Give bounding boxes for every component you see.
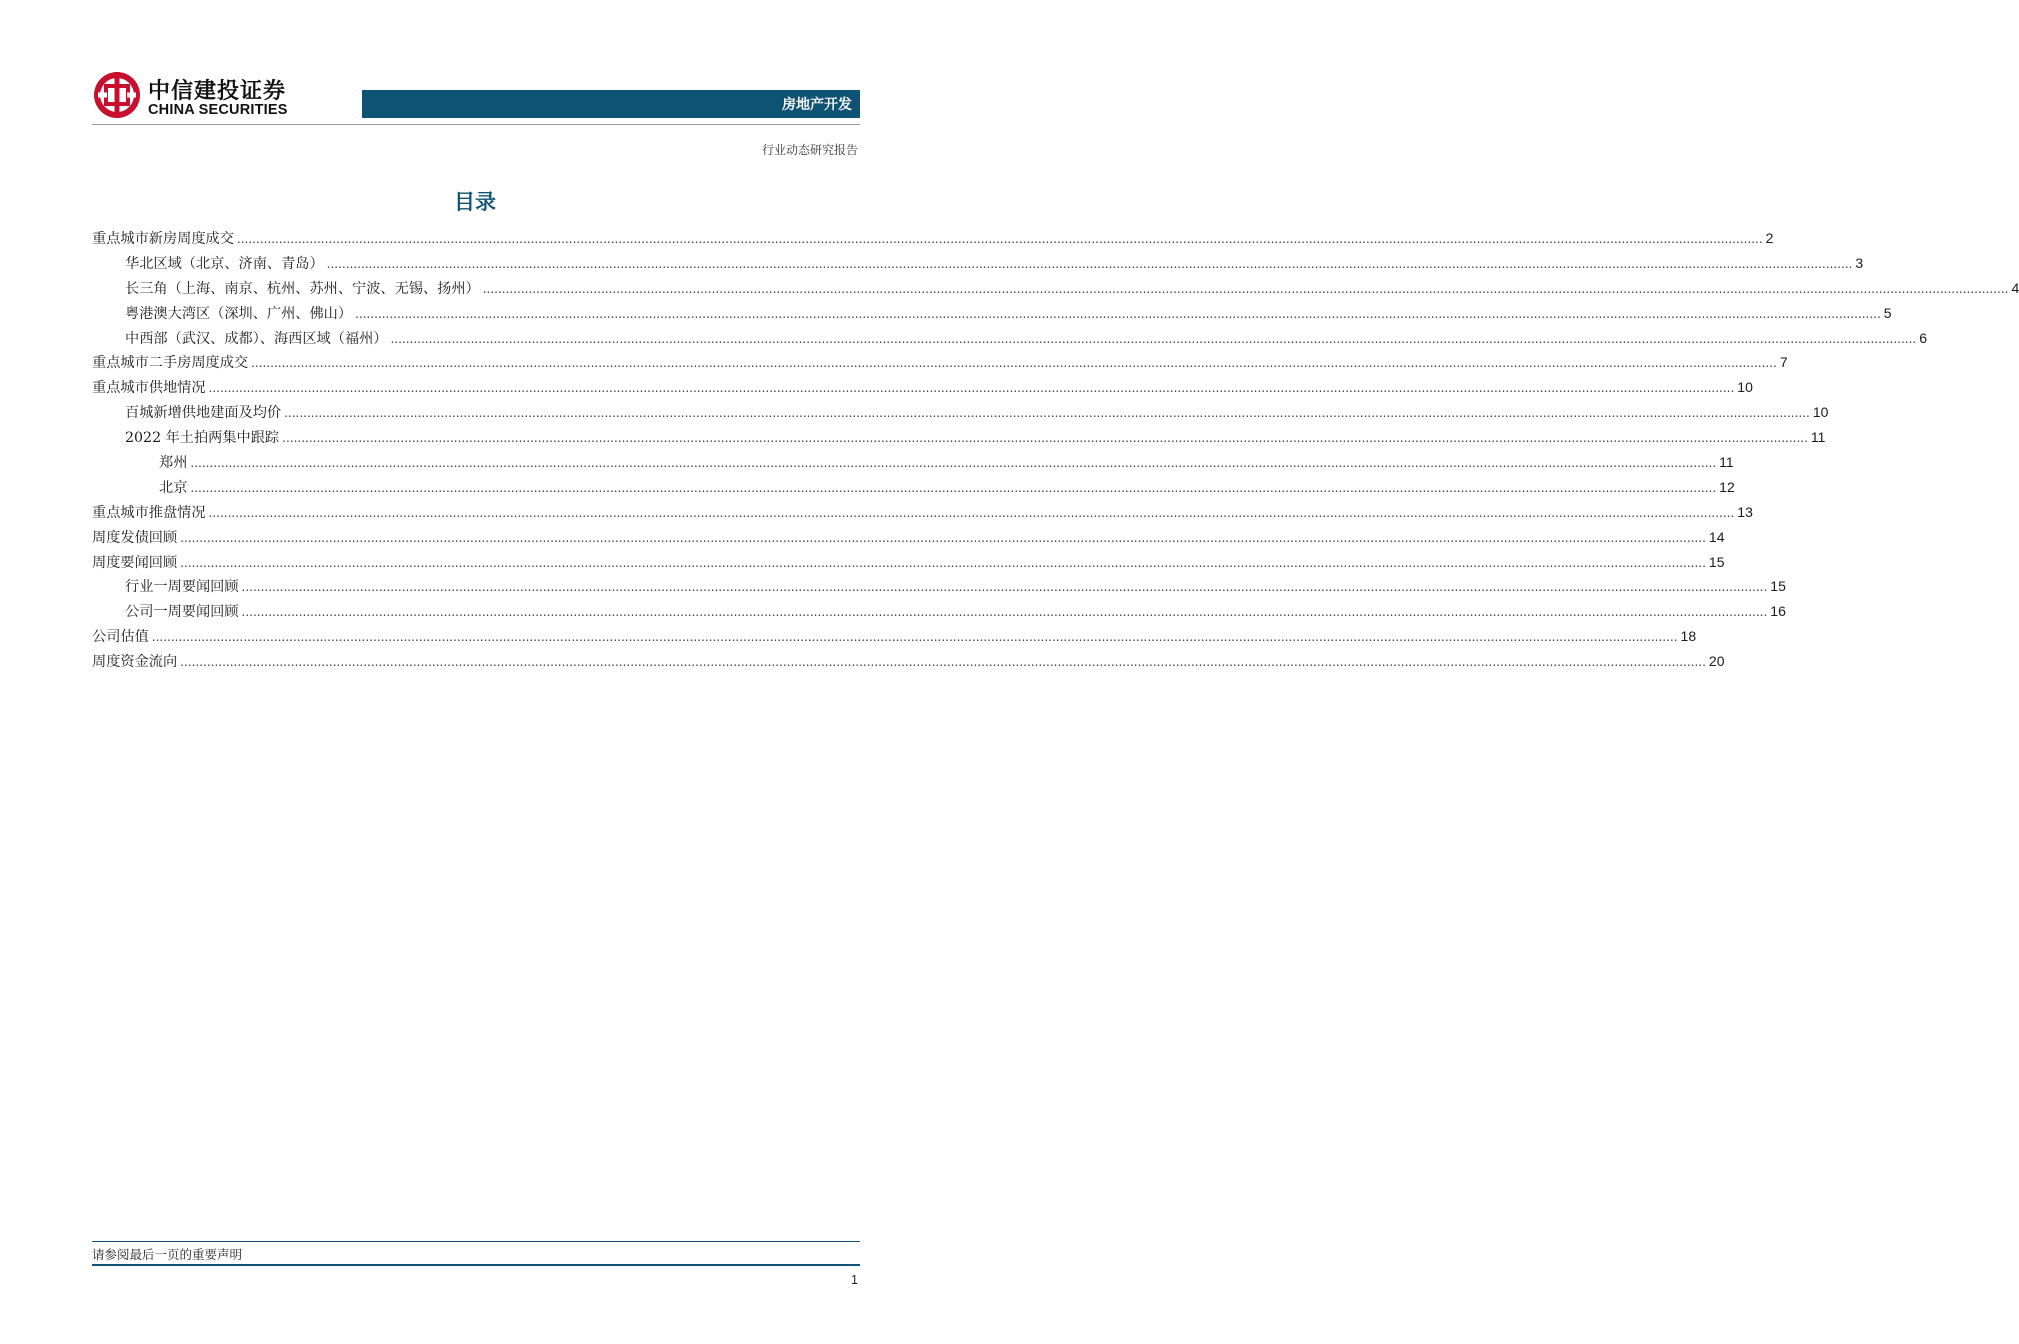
- toc-leader-dots: ................................................................................................................................................................................................................................................................................................................................................................................................................: [236, 232, 1763, 246]
- toc-entry[interactable]: [92, 649, 1725, 674]
- toc-leader-dots: ................................................................................................................................................................................................................................................................................................................................................................................................................: [180, 530, 1706, 545]
- header-divider: [92, 124, 860, 125]
- toc-entry[interactable]: [92, 450, 1734, 475]
- toc-entry-page: 15: [1708, 553, 1725, 570]
- toc-entry[interactable]: [92, 574, 1786, 599]
- toc-entry-page: 11: [1810, 429, 1826, 446]
- toc-entry-page: 12: [1719, 478, 1735, 495]
- footer-divider-top: [92, 1241, 860, 1242]
- toc-leader-dots: ................................................................................................................................................................................................................................................................................................................................................................................................................: [208, 381, 1735, 396]
- toc-entry-page: 20: [1708, 653, 1725, 670]
- toc-entry-page: 6: [1919, 329, 1928, 346]
- toc-entry-text: 2022 年土拍两集中跟踪: [125, 430, 280, 447]
- toc-entry-page: 15: [1770, 578, 1786, 595]
- toc-entry-text: 粤港澳大湾区（深圳、广州、佛山）: [125, 305, 353, 322]
- toc-entry[interactable]: [92, 326, 1928, 351]
- toc-entry-page: 11: [1719, 454, 1734, 471]
- toc-entry-text: 华北区域（北京、济南、青岛）: [125, 255, 324, 272]
- toc-entry-text: 重点城市二手房周度成交: [92, 355, 249, 372]
- toc-entry-page: 10: [1812, 404, 1829, 421]
- toc-entry-text: 中西部（武汉、成都）、海西区域（福州）: [125, 330, 388, 347]
- toc-entry[interactable]: [92, 375, 1753, 400]
- toc-entry[interactable]: [92, 251, 1864, 276]
- toc-entry-text: 长三角（上海、南京、杭州、苏州、宁波、无锡、扬州）: [125, 280, 480, 297]
- toc-entry[interactable]: [92, 301, 1892, 326]
- toc-entry-text: 周度发债回顾: [92, 529, 178, 546]
- toc-entry-text: 公司估值: [92, 629, 149, 646]
- toc-entry-text: 行业一周要闻回顾: [125, 579, 239, 596]
- section-title: 房地产开发: [782, 97, 852, 113]
- toc-entry[interactable]: [92, 276, 2019, 301]
- toc-entry-text: 郑州: [159, 455, 188, 472]
- toc-leader-dots: ................................................................................................................................................................................................................................................................................................................................................................................................................: [284, 406, 1810, 421]
- toc-leader-dots: ................................................................................................................................................................................................................................................................................................................................................................................................................: [208, 505, 1735, 520]
- toc-entry-page: 5: [1883, 304, 1892, 321]
- toc-entry-page: 7: [1779, 354, 1788, 371]
- toc-entry[interactable]: [92, 525, 1725, 550]
- toc-entry[interactable]: [92, 624, 1697, 649]
- toc-leader-dots: ................................................................................................................................................................................................................................................................................................................................................................................................................: [180, 655, 1706, 670]
- toc-entry-page: 2: [1765, 230, 1774, 246]
- toc-entry[interactable]: [92, 425, 1826, 450]
- toc-entry-text: 重点城市供地情况: [92, 380, 206, 397]
- toc-entry-text: 公司一周要闻回顾: [125, 604, 239, 621]
- logo-english-name: CHINA SECURITIES: [148, 102, 288, 118]
- report-type-label: 行业动态研究报告: [761, 143, 858, 157]
- toc-entry-text: 重点城市推盘情况: [92, 504, 206, 521]
- citic-emblem-icon: [92, 70, 142, 120]
- toc-leader-dots: ................................................................................................................................................................................................................................................................................................................................................................................................................: [190, 456, 1717, 471]
- toc-entry-page: 4: [2011, 279, 2019, 296]
- toc-entry-page: 3: [1855, 254, 1864, 271]
- toc-entry[interactable]: [92, 550, 1725, 575]
- toc-leader-dots: ................................................................................................................................................................................................................................................................................................................................................................................................................: [180, 555, 1706, 570]
- toc-entry-text: 北京: [159, 479, 188, 496]
- toc-leader-dots: ................................................................................................................................................................................................................................................................................................................................................................................................................: [390, 331, 1917, 346]
- toc-leader-dots: ................................................................................................................................................................................................................................................................................................................................................................................................................: [251, 356, 1777, 371]
- table-of-contents: [92, 226, 2019, 674]
- toc-entry[interactable]: [92, 599, 1786, 624]
- toc-leader-dots: ................................................................................................................................................................................................................................................................................................................................................................................................................: [282, 431, 1808, 446]
- toc-entry-page: 14: [1708, 528, 1725, 545]
- footer-divider-bottom: [92, 1264, 860, 1266]
- toc-leader-dots: ................................................................................................................................................................................................................................................................................................................................................................................................................: [190, 480, 1717, 495]
- toc-entry-text: 周度资金流向: [92, 654, 178, 671]
- toc-leader-dots: ................................................................................................................................................................................................................................................................................................................................................................................................................: [241, 605, 1768, 620]
- company-logo: [92, 70, 322, 126]
- toc-entry-page: 16: [1770, 603, 1786, 620]
- toc-title: 目录: [454, 190, 496, 214]
- toc-entry[interactable]: [92, 400, 1829, 425]
- toc-entry-page: 10: [1737, 379, 1753, 396]
- page-number: 1: [851, 1273, 858, 1287]
- toc-entry-page: 18: [1680, 628, 1697, 645]
- toc-leader-dots: ................................................................................................................................................................................................................................................................................................................................................................................................................: [326, 256, 1853, 271]
- toc-entry-text: 重点城市新房周度成交: [92, 231, 234, 247]
- section-banner: [362, 90, 860, 118]
- toc-leader-dots: ................................................................................................................................................................................................................................................................................................................................................................................................................: [482, 281, 2009, 296]
- toc-entry[interactable]: [92, 226, 1774, 251]
- toc-entry[interactable]: [92, 350, 1788, 375]
- toc-entry-page: 13: [1737, 503, 1753, 520]
- toc-entry[interactable]: [92, 475, 1735, 500]
- toc-leader-dots: ................................................................................................................................................................................................................................................................................................................................................................................................................: [355, 306, 1881, 321]
- logo-chinese-name: 中信建投证券: [148, 79, 287, 104]
- footer-disclaimer: 请参阅最后一页的重要声明: [92, 1247, 243, 1262]
- toc-entry[interactable]: [92, 500, 1753, 525]
- toc-leader-dots: ................................................................................................................................................................................................................................................................................................................................................................................................................: [151, 630, 1678, 645]
- toc-entry-text: 周度要闻回顾: [92, 554, 178, 571]
- toc-leader-dots: ................................................................................................................................................................................................................................................................................................................................................................................................................: [241, 580, 1768, 595]
- toc-entry-text: 百城新增供地建面及均价: [125, 405, 282, 422]
